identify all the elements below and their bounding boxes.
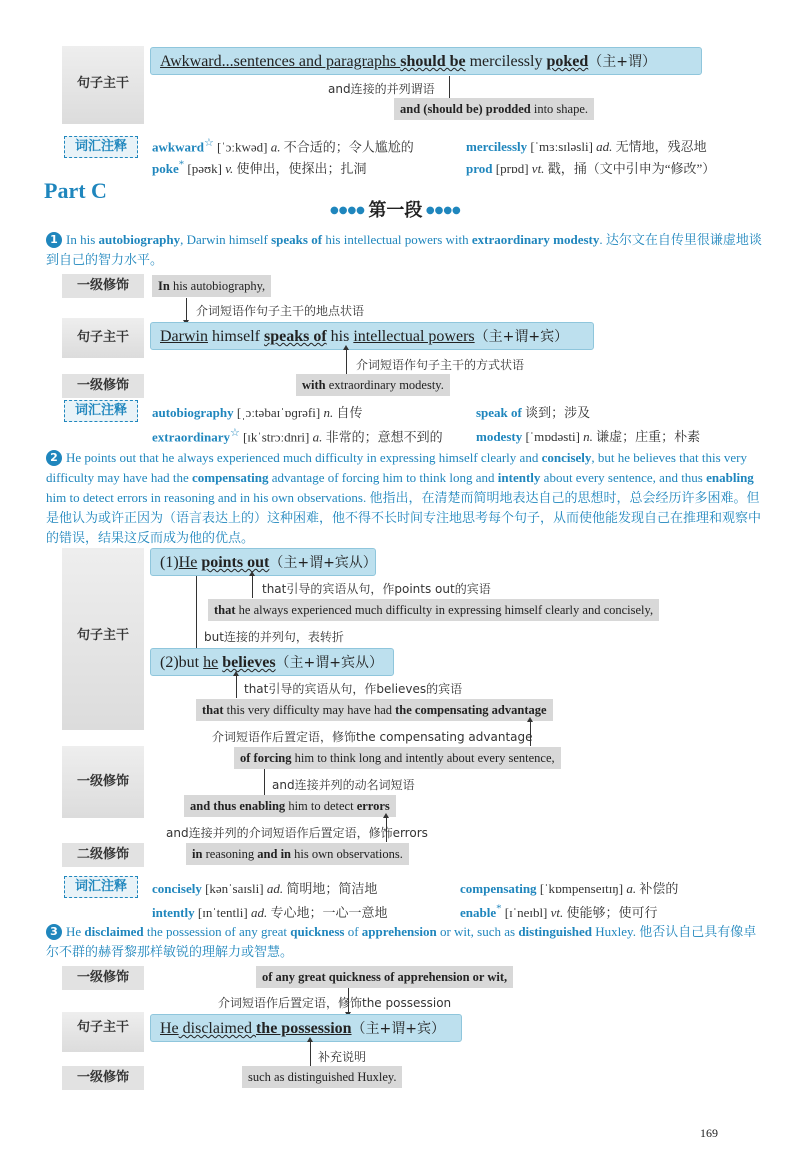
s2-note6: and连接并列的介词短语作后置定语，修饰errors [166,826,428,840]
s2-note3: that引导的宾语从句，作believes的宾语 [244,682,463,696]
s2-note2: but连接的并列句，表转折 [204,630,344,644]
s1-note2: 介词短语作句子主干的方式状语 [356,358,525,372]
s1-vocab-extraordinary: extraordinary☆ [ɪkˈstrɔːdnri] a. 非常的；意想不到的 [152,427,443,445]
top-should-be: should be [400,53,466,70]
s3-note2: 补充说明 [318,1050,367,1064]
s2-vocab-compensating: compensating [ˈkɒmpenseɪtɪŋ] a. 补偿的 [460,881,679,896]
s3-en-segment: or wit, such as [436,924,519,939]
s1-en-segment: . [599,232,606,247]
part-title: Part C [44,178,107,203]
s3-en-segment: quickness [290,924,345,939]
s1-mod2-label: 一级修饰 [62,374,144,398]
dots-right-icon: ●●●● [422,205,461,216]
s2-note5: and连接并列的动名词短语 [272,778,415,792]
s2-en-segment: compensating [191,470,269,485]
s1-number-icon: 1 [46,232,62,248]
top-main-label: 句子主干 [76,76,129,91]
s1-arrow2 [346,350,347,374]
s2-en-segment: concisely [541,450,592,465]
top-vocab-label: 词汇注释 [64,136,138,158]
s1-vocab-modesty: modesty [ˈmɒdəsti] n. 谦虚；庄重；朴素 [476,429,701,444]
s3-arrow2 [310,1042,311,1066]
s1-vocab-label: 词汇注释 [64,400,138,422]
s2-mod2-label: 二级修饰 [62,843,144,867]
s2-en-segment: He points out that he always experienced much difficulty in expressing himself clearly and [66,450,542,465]
s2-en-segment: enabling [706,470,754,485]
s3-main-label: 句子主干 [76,1020,129,1035]
top-subject: Awkward...sentences and paragraphs [160,53,401,70]
s2-en-segment: advantage of forcing him to think long and [268,470,498,485]
s3-en-segment: distinguished [518,924,593,939]
s2-vocab-intently: intently [ɪnˈtentli] ad. 专心地；一心一意地 [152,905,388,920]
s2-box4: and thus enabling him to detect errors [184,795,396,817]
s2-note4: 介词短语作后置定语，修饰the compensating advantage [212,730,533,744]
s2-vocab-concisely: concisely [kənˈsaɪsli] ad. 简明地；简洁地 [152,881,378,896]
s2-box1: that he always experienced much difficulty in expressing himself clearly and concisely, [208,599,659,621]
s1-mod1-label: 一级修饰 [62,274,144,298]
s3-en-segment: the possession of any great [143,924,291,939]
s3-en-segment: of [344,924,362,939]
top-main-sentence: Awkward...sentences and paragraphs should be mercilessly poked（主+谓） [160,53,656,70]
s1-box1: In his autobiography, [152,275,271,297]
s3-note1: 介词短语作后置定语，修饰the possession [218,996,452,1010]
s1-en-segment: speaks of [271,232,323,247]
s3-number-icon: 3 [46,924,62,940]
s3-en-segment: disclaimed [84,924,144,939]
s1-en-segment: In his [66,232,99,247]
s1-en-segment: his intellectual powers with [322,232,472,247]
s2-stem-but [196,576,197,648]
s1-note1: 介词短语作句子主干的地点状语 [196,304,365,318]
top-vocab-mercilessly: mercilessly [ˈmɜːsɪləsli] ad. 无情地，残忍地 [466,139,707,154]
top-vocab-prod: prod [prɒd] vt. 戳，捅（文中引申为“修改”） [466,161,716,176]
dots-left-icon: ●●●● [330,205,369,216]
s2-mod1-label: 一级修饰 [76,774,129,789]
section-title: ●●●● 第一段 ●●●● [330,200,461,221]
s2-en-segment: intently [497,470,541,485]
s1-vocab-speak-of: speak of 谈到；涉及 [476,405,591,420]
s1-en-segment: extraordinary modesty [471,232,600,247]
s3-en-segment: apprehension [361,924,437,939]
s1-en-segment: autobiography [98,232,181,247]
s3-box1: of any great quickness of apprehension or wit, [256,966,513,988]
s1-main-sentence: Darwin himself speaks of his intellectual powers（主+谓+宾） [160,328,569,345]
s2-vocab-label: 词汇注释 [64,876,138,898]
s2-arrow3 [236,676,237,698]
top-vocab-awkward: awkward☆ [ˈɔːkwəd] a. 不合适的；令人尴尬的 [152,137,414,155]
s1-arrow1 [186,298,187,320]
s2-en-segment: , but he believes that this very difficulty may have had the [46,450,748,485]
s2-note1: that引导的宾语从句，作points out的宾语 [262,582,491,596]
s3-en-segment: He [66,924,85,939]
s1-paragraph: 1 In his autobiography, Darwin himself speaks of his intellectual powers with extraordinary modesty. 达尔文在自传里很谦虚地谈到自己的智力水平。 [46,232,762,267]
top-stem [449,76,450,98]
s2-main1: (1)He points out（主+谓+宾从） [160,554,377,571]
s3-mod1-label: 一级修饰 [62,966,144,990]
s2-box5: in reasoning and in his own observations. [186,843,409,865]
s2-arrow1 [252,576,253,598]
s3-main-sentence: He disclaimed the possession（主+谓+宾） [160,1020,446,1037]
top-vocab-poke: poke* [pəʊk] v. 使伸出，使探出；扎洞 [152,158,367,176]
s3-paragraph: 3 He disclaimed the possession of any great quickness of apprehension or wit, such as distinguished Huxley. 他否认自己具有像卓尔不群的赫胥黎那样敏锐的理解力或智慧。 [46,924,757,959]
s2-main2: (2)but he believes（主+谓+宾从） [160,654,384,671]
s2-number-icon: 2 [46,450,62,466]
top-poked: poked [546,53,589,70]
s2-vocab-enable: enable* [ɪˈneɪbl] vt. 使能够；使可行 [460,902,658,920]
s1-en-segment: , Darwin himself [180,232,272,247]
s3-mod2-label: 一级修饰 [62,1066,144,1090]
s3-box2: such as distinguished Huxley. [242,1066,402,1088]
page-number: 169 [700,1126,718,1140]
s3-en-segment: Huxley. [592,924,640,939]
top-note: and连接的并列谓语 [328,82,435,96]
s2-box2: that this very difficulty may have had the compensating advantage [196,699,553,721]
s2-en-segment: about every sentence, and thus [540,470,707,485]
top-gray-box: and (should be) prodded into shape. [394,98,594,120]
s1-main-label: 句子主干 [76,330,129,345]
s2-paragraph: 2 He points out that he always experienced much difficulty in expressing himself clearly and concisely, but he believes that this very difficulty may have had the compensating advantage of forcing him to think long and intently about every sentence, and thus enabling him to detect errors in reasoning and in his own observations. 他指出，在清楚而简明地表达自己的思想时，总会经历许多困难。但是他认为或许正因为（语言表达上的）这种困难，他不得不长时间专注地思考每个句子，从而使他能发现自己在推理和观察中的错误，结果这反而成为他的优点。 [46,450,762,545]
s1-box2: with extraordinary modesty. [296,374,450,396]
s1-vocab-autobiography: autobiography [ˌɔːtəbaɪˈɒɡrəfi] n. 自传 [152,405,363,420]
s2-box3: of forcing him to think long and intently about every sentence, [234,747,561,769]
s2-en-segment: him to detect errors in reasoning and in his own observations. [46,490,370,505]
s2-main-label: 句子主干 [76,628,129,643]
s2-stem-and [264,768,265,796]
